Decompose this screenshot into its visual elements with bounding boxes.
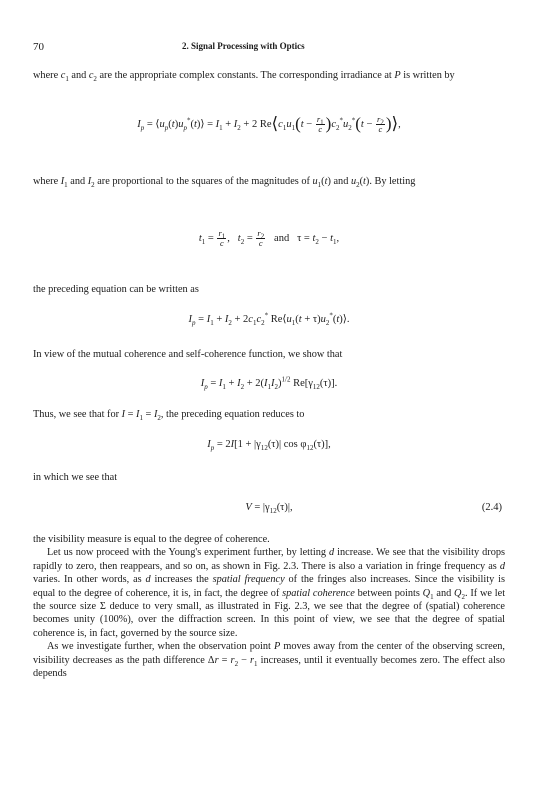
equation-irradiance: $I_p$ = $⟨u_p(t)u_p^*(t)⟩ = I_1 + I_2 + 2$ $Re⟨c_1u_1(t$ − $\frac{r_1}{c}$ )$c_2^*u_2^*(t$ − $\frac{r_2}{c}$ )⟩, [137,114,401,135]
equation-mutual-coherence: $I_p = I_1 + I_2 + 2(I_1I_2)^{1/2}$ $Re[\gamma_{12}(\tau)]$. [200,375,338,392]
body-text [33,533,505,680]
equation-number: (2.4) [481,502,502,513]
paragraph-1: where $c_1$ and $c_2$ are the appropriate complex constants. The corresponding irradiance at P is written by [33,70,455,84]
paragraph-2: where $I_1$ and $I_2$ are proportional to the squares of the magnitudes of $u_1(t)$ and $u_2(t)$. By letting [33,176,416,190]
paragraph-6: in which we see that [33,472,118,483]
paragraph-9: As we investigate further, when the observation point P moves away from the center of the observing screen, visibility decreases as the path difference $\Delta r = r_2 - r_1$ increases, until it eventually becomes zero. The effect also depends [33,641,506,680]
paragraph-5: Thus, we see that for $I = I_1 = I_2$, the preceding equation reduces to [33,409,305,423]
equation-time-delays: $t_1$ = $\frac{r_1}{c}$ , $t_2$ = $\frac{r_2}{c}$ and $\tau = t_2 - t_1$, [198,228,340,248]
paragraph-3: the preceding equation can be written as [33,284,199,295]
running-header: 2. Signal Processing with Optics [182,41,305,51]
equation-reduced: $I_p = 2I[1 + |\gamma_{12}(\tau)|$ $\cos \varphi_{12}(\tau)$], [207,439,331,453]
paragraph-4: In view of the mutual coherence and self-coherence function, we show that [33,349,343,360]
equation-visibility: $V = |\gamma_{12}(\tau)|$, [245,502,293,516]
paragraph-7: the visibility measure is equal to the degree of coherence. [33,534,270,545]
paragraph-8: Let us now proceed with the Young's experiment further, by letting d increase. We see that the visibility drops rapidly to zero, then reappears, and so on, as shown in Fig. 2.3. There is also a variation in fringe frequency as d varies. In other words, as d increases the spatial frequency of the fringes also increases. Since the visibility is equal to the degree of coherence, it is, in fact, the degree of spatial coherence between points $Q_1$ and $Q_2$. If we let the source size Σ deduce to very small, as illustrated in Fig. 2.3, we see that the degree of (spatial) coherence becomes unity (100%), over the diffraction screen. In this point of view, we see that the degree of spatial coherence is, in fact, governed by the source size. [33,547,506,639]
equation-cross-term: $I_p = I_1 + I_2 + 2c_1c_2^*$ $Re⟨u_1(t$ + $\tau)u_2^*(t)⟩$. [188,311,350,328]
page-number: 70 [33,41,44,53]
